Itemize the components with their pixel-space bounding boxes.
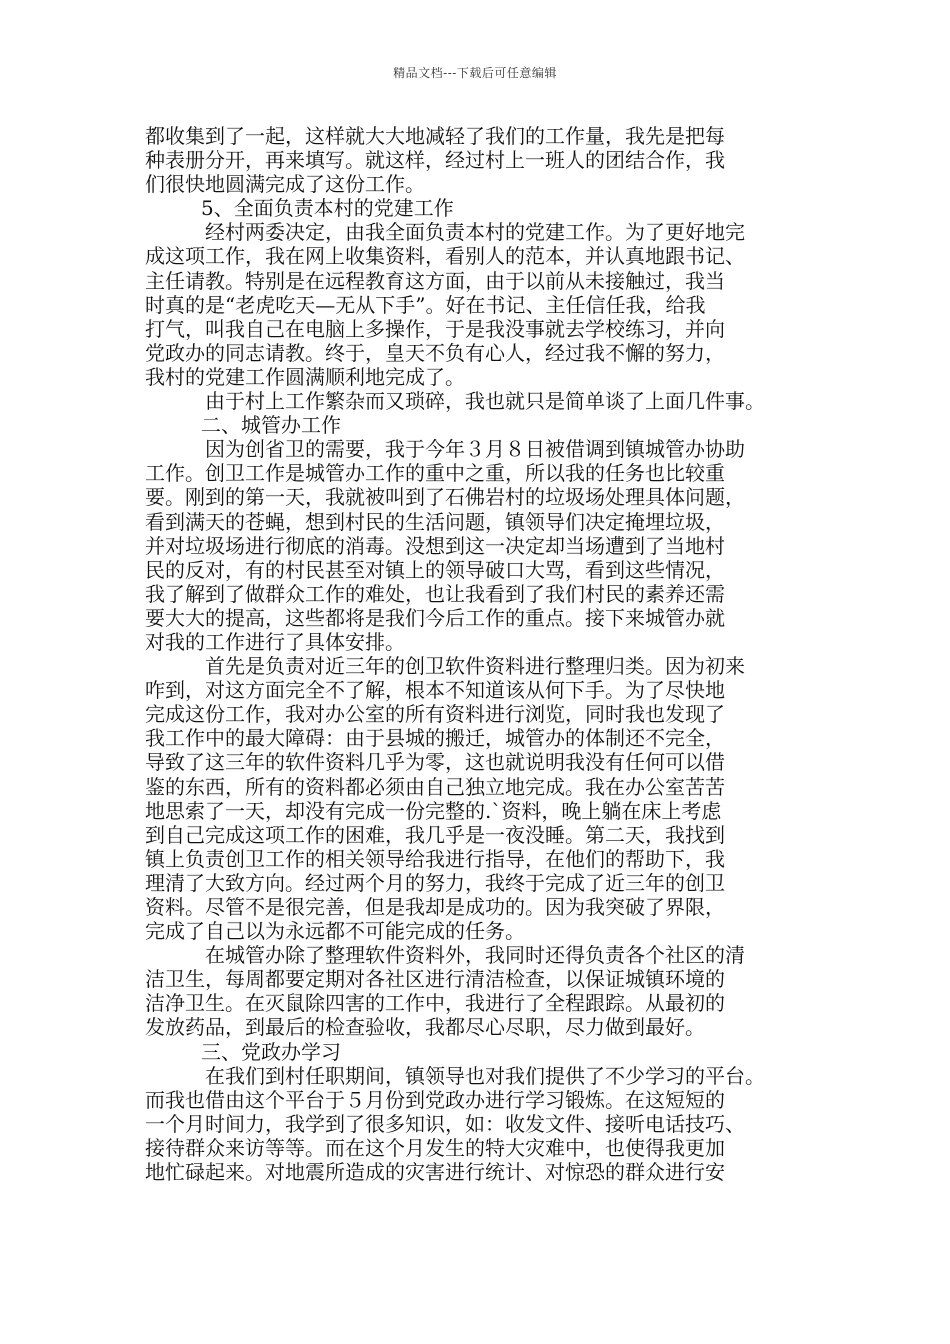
text-line: 鉴的东西，所有的资料都必须由自己独立地完成。我在办公室苦苦 xyxy=(145,774,725,799)
text-line: 接待群众来访等等。而在这个月发生的特大灾难中，也使得我更加 xyxy=(145,1135,725,1160)
text-line: 对我的工作进行了具体安排。 xyxy=(145,629,405,654)
text-line: 成这项工作，我在网上收集资料，看别人的范本，并认真地跟书记、 xyxy=(145,244,745,269)
text-line: 党政办的同志请教。终于，皇天不负有心人，经过我不懈的努力， xyxy=(145,340,725,365)
text-line: 发放药品，到最后的检查验收，我都尽心尽职，尽力做到最好。 xyxy=(145,1015,705,1040)
text-line: 理清了大致方向。经过两个月的努力，我终于完成了近三年的创卫 xyxy=(145,870,725,895)
text-line: 要大大的提高，这些都将是我们今后工作的重点。接下来城管办就 xyxy=(145,605,725,630)
text-line: 导致了这三年的软件资料几乎为零，这也就说明我没有任何可以借 xyxy=(145,750,725,775)
text-line: 主任请教。特别是在远程教育这方面，由于以前从未接触过，我当 xyxy=(145,268,725,293)
text-line: 一个月时间力，我学到了很多知识，如：收发文件、接听电话技巧、 xyxy=(145,1111,745,1136)
text-line: 资料。尽管不是很完善，但是我却是成功的。因为我突破了界限， xyxy=(145,895,725,919)
text-line: 因为创省卫的需要，我于今年３月８日被借调到镇城管办协助 xyxy=(145,437,745,462)
text-line: 并对垃圾场进行彻底的消毒。没想到这一决定却当场遭到了当地村 xyxy=(145,533,725,558)
text-line: 咋到，对这方面完全不了解，根本不知道该从何下手。为了尽快地 xyxy=(145,678,725,703)
document-body xyxy=(145,124,815,1184)
text-line: 完成这份工作，我对办公室的所有资料进行浏览，同时我也发现了 xyxy=(145,702,725,727)
text-line: 我村的党建工作圆满顺利地完成了。 xyxy=(145,364,465,389)
text-line: 时真的是“老虎吃天—无从下手”。好在书记、主任信任我，给我 xyxy=(145,292,706,317)
text-line: 地思索了一天，却没有完成一份完整的.`资料，晚上躺在床上考虑 xyxy=(145,798,722,823)
page-header: 精品文档---下载后可任意编辑 xyxy=(393,66,557,80)
section-heading: 二、城管办工作 xyxy=(201,413,341,438)
text-line: 都收集到了一起，这样就大大地减轻了我们的工作量，我先是把每 xyxy=(145,124,725,148)
text-line: 完成了自己以为永远都不可能完成的任务。 xyxy=(145,919,525,944)
text-line: 在我们到村任职期间，镇领导也对我们提供了不少学习的平台。 xyxy=(145,1063,765,1088)
section-heading: 三、党政办学习 xyxy=(201,1039,341,1064)
section-heading: 5、全面负责本村的党建工作 xyxy=(201,196,454,221)
text-line: 洁净卫生。在灭鼠除四害的工作中，我进行了全程跟踪。从最初的 xyxy=(145,991,725,1016)
text-line: 在城管办除了整理软件资料外，我同时还得负责各个社区的清 xyxy=(145,943,745,968)
text-line: 经村两委决定，由我全面负责本村的党建工作。为了更好地完 xyxy=(145,220,745,245)
text-line: 到自己完成这项工作的困难，我几乎是一夜没睡。第二天，我找到 xyxy=(145,822,725,847)
text-line: 种表册分开，再来填写。就这样，经过村上一班人的团结合作，我 xyxy=(145,148,725,173)
text-line: 首先是负责对近三年的创卫软件资料进行整理归类。因为初来 xyxy=(145,654,745,679)
text-line: 工作。创卫工作是城管办工作的重中之重，所以我的任务也比较重 xyxy=(145,461,725,486)
text-line: 们很快地圆满完成了这份工作。 xyxy=(145,172,425,197)
text-line: 镇上负责创卫工作的相关领导给我进行指导，在他们的帮助下，我 xyxy=(145,846,725,871)
text-line: 看到满天的苍蝇，想到村民的生活问题，镇领导们决定掩埋垃圾， xyxy=(145,509,725,534)
text-line: 民的反对，有的村民甚至对镇上的领导破口大骂，看到这些情况， xyxy=(145,557,725,582)
text-line: 打气，叫我自己在电脑上多操作，于是我没事就去学校练习，并向 xyxy=(145,316,725,341)
text-line: 洁卫生，每周都要定期对各社区进行清洁检查，以保证城镇环境的 xyxy=(145,967,725,992)
text-line: 地忙碌起来。对地震所造成的灾害进行统计、对惊恐的群众进行安 xyxy=(145,1160,725,1185)
text-line: 我工作中的最大障碍：由于县城的搬迁，城管办的体制还不完全， xyxy=(145,726,725,751)
text-line: 而我也借由这个平台于５月份到党政办进行学习锻炼。在这短短的 xyxy=(145,1087,725,1112)
text-line: 我了解到了做群众工作的难处，也让我看到了我们村民的素养还需 xyxy=(145,581,725,606)
text-line: 要。刚到的第一天，我就被叫到了石佛岩村的垃圾场处理具体问题， xyxy=(145,485,745,510)
text-line: 由于村上工作繁杂而又琐碎，我也就只是简单谈了上面几件事。 xyxy=(145,389,765,414)
